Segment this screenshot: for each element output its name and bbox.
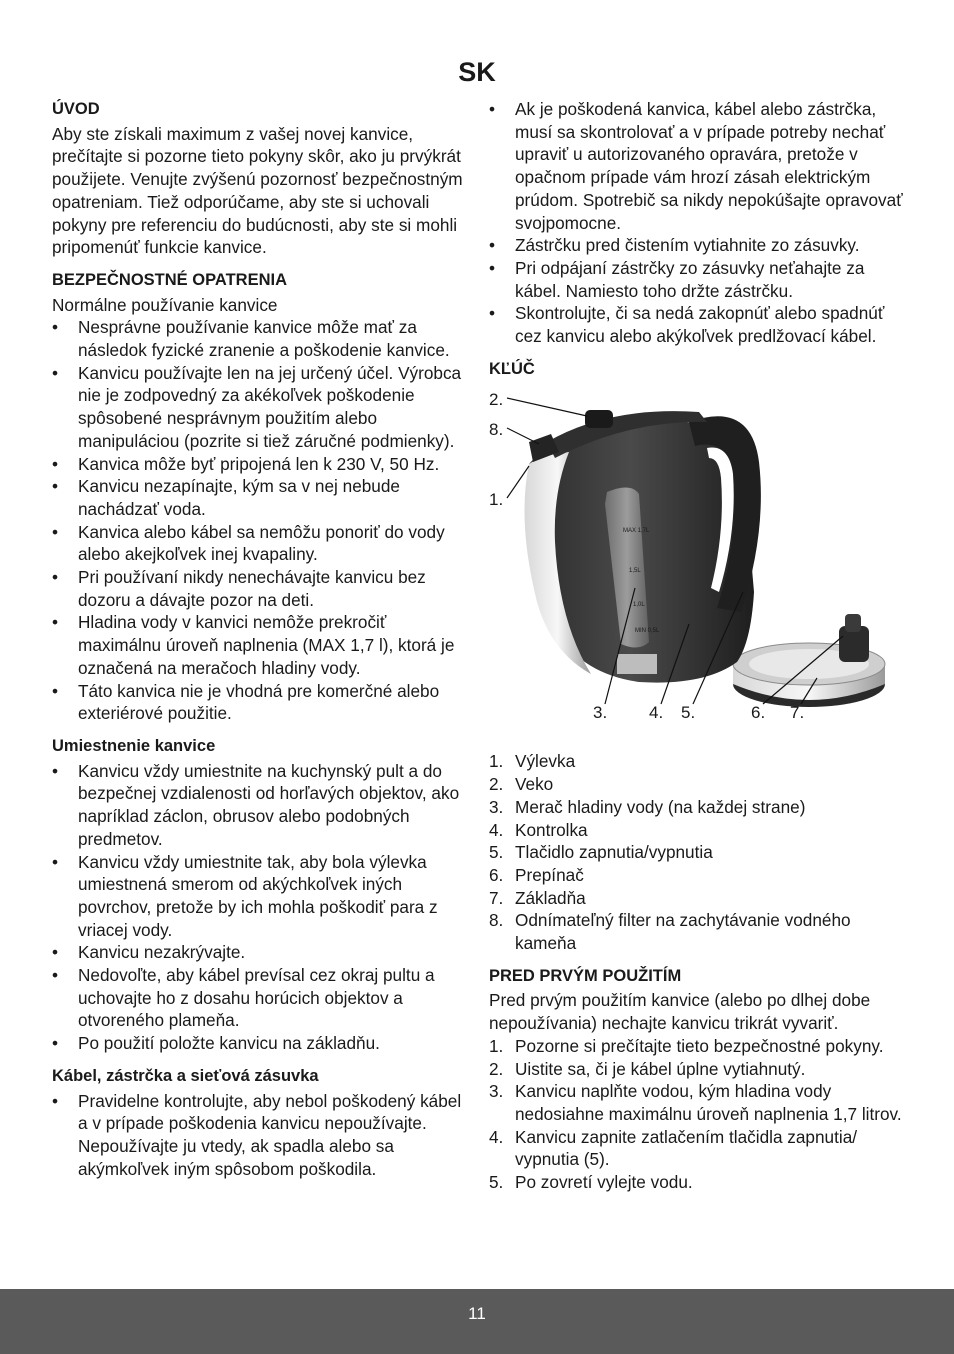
list-item: • Skontrolujte, či sa nedá zakopnúť alebo spadnúť cez kanvicu alebo akýkoľvek predlžovací kábel. xyxy=(489,302,904,347)
key-heading: KĽÚČ xyxy=(489,359,535,378)
callout-1: 1. xyxy=(489,490,504,510)
callout-7: 7. xyxy=(790,703,805,723)
callout-8: 8. xyxy=(489,420,504,440)
list-item: • Nesprávne používanie kanvice môže mať za následok fyzické zranenie a poškodenie kanvice. xyxy=(52,316,464,361)
safety-heading: BEZPEČNOSTNÉ OPATRENIA xyxy=(52,270,287,289)
list-item: • Zástrčku pred čistením vytiahnite zo zásuvky. xyxy=(489,234,904,257)
list-item: • Kanvica alebo kábel sa nemôžu ponoriť do vody alebo akejkoľvek inej kvapaliny. xyxy=(52,521,464,566)
cable-list-continued xyxy=(489,98,904,348)
list-item: • Pravidelne kontrolujte, aby nebol poškodený kábel a v prípade poškodenia kanvicu nepoužívajte. Nepoužívajte ju vtedy, ak spadla alebo sa akýmkoľvek iným spôsobom poškodila. xyxy=(52,1090,464,1181)
gauge-10-label: 1,0L xyxy=(633,602,645,609)
callout-4: 4. xyxy=(649,703,664,723)
list-item: • Táto kanvica nie je vhodná pre komerčné alebo exteriérové použitie. xyxy=(52,680,464,725)
switch-icon xyxy=(845,614,861,632)
list-item: • Kanvica môže byť pripojená len k 230 V, 50 Hz. xyxy=(52,453,464,476)
list-item: 4. Kontrolka xyxy=(489,819,588,840)
list-item: 2. Uistite sa, či je kábel úplne vytiahnutý. xyxy=(489,1058,806,1079)
placement-list xyxy=(52,760,464,1055)
list-item: • Kanvicu používajte len na jej určený účel. Výrobca nie je zodpovedný za akékoľvek poškodenie spôsobené nesprávnym použitím alebo manipuláciou (pozrite si tiež záručné podmienky). xyxy=(52,362,464,453)
language-heading: SK xyxy=(458,57,496,87)
gauge-max-label: MAX 1,7L xyxy=(623,528,650,535)
callout-2: 2. xyxy=(489,390,504,410)
list-item: 5. Tlačidlo zapnutia/vypnutia xyxy=(489,842,713,863)
intro-heading: ÚVOD xyxy=(52,100,100,118)
gauge-min-label: MIN 0,5L xyxy=(635,628,660,635)
lid-button xyxy=(585,410,613,428)
kettle-illustration xyxy=(489,382,904,734)
list-item: • Hladina vody v kanvici nemôže prekročiť maximálnu úroveň naplnenia (MAX 1,7 l), ktorá je označená na meračoch hladiny vody. xyxy=(52,611,464,679)
left-column xyxy=(52,98,464,1180)
list-item: 7. Základňa xyxy=(489,887,586,908)
cable-heading: Kábel, zástrčka a sieťová zásuvka xyxy=(52,1066,319,1085)
list-item: • Kanvicu vždy umiestnite na kuchynský pult a do bezpečnej vzdialenosti od horľavých objektov, ako napríklad záclon, obrusov alebo podobných predmetov. xyxy=(52,760,464,851)
list-item: 1. Výlevka xyxy=(489,751,576,772)
safety-list xyxy=(52,316,464,725)
kettle-diagram xyxy=(489,382,904,734)
callout-5: 5. xyxy=(681,703,696,723)
list-item: • Nedovoľte, aby kábel prevísal cez okraj pultu a uchovajte ho z dosahu horúcich objektov a otvoreného plameňa. xyxy=(52,964,464,1032)
gauge-15-label: 1,5L xyxy=(629,568,641,575)
first-use-heading: PRED PRVÝM POUŽITÍM xyxy=(489,966,682,985)
list-item: 4. Kanvicu zapnite zatlačením tlačidla zapnutia/ vypnutia (5). xyxy=(489,1126,858,1170)
intro-text: Aby ste získali maximum z vašej novej kanvice, prečítajte si pozorne tieto pokyny skôr, ako ju prvýkrát použijete. Venujte zvýšenú pozornosť bezpečnostným opatreniam. Tiež odporúčame, aby ste si uchovali pokyny pre referenciu do budúcnosti, aby ste si mohli pripomenúť funkcie kanvice. xyxy=(52,123,463,258)
first-use-steps xyxy=(489,1035,904,1194)
list-item: 6. Prepínač xyxy=(489,864,584,885)
list-item: 3. Merač hladiny vody (na každej strane) xyxy=(489,796,806,817)
cable-list xyxy=(52,1090,464,1181)
parts-list xyxy=(489,750,904,954)
page-number: 11 xyxy=(468,1304,486,1323)
list-item: 1. Pozorne si prečítajte tieto bezpečnostné pokyny. xyxy=(489,1035,884,1056)
callout-6: 6. xyxy=(751,703,766,723)
brand-plate xyxy=(617,654,657,674)
callout-3: 3. xyxy=(593,703,608,723)
safety-intro: Normálne používanie kanvice xyxy=(52,294,278,315)
list-item: 5. Po zovretí vylejte vodu. xyxy=(489,1172,693,1193)
list-item: 2. Veko xyxy=(489,774,554,795)
placement-heading: Umiestnenie kanvice xyxy=(52,736,216,755)
list-item: • Kanvicu nezapínajte, kým sa v nej nebude nachádzať voda. xyxy=(52,475,464,520)
list-item: 3. Kanvicu naplňte vodou, kým hladina vody nedosiahne maximálnu úroveň naplnenia 1,7 litrov. xyxy=(489,1081,902,1124)
first-use-intro: Pred prvým použitím kanvice (alebo po dlhej dobe nepoužívania) nechajte kanvicu trikrát vyvariť. xyxy=(489,990,871,1034)
right-column xyxy=(489,98,904,1194)
list-item: • Kanvicu vždy umiestnite tak, aby bola výlevka umiestnená smerom od akýchkoľvek iných povrchov, pretože by ich mohla poškodiť para z vriacej vody. xyxy=(52,851,464,942)
list-item: 8. Odnímateľný filter na zachytávanie vodného kameňa xyxy=(489,910,851,954)
list-item: • Ak je poškodená kanvica, kábel alebo zástrčka, musí sa skontrolovať a v prípade potreby nechať upraviť u autorizovaného opravára, pretože v opačnom prípade vám hrozí zásah elektrickým prúdom. Spotrebič sa nikdy nepokúšajte opravovať svojpomocne. xyxy=(489,98,904,234)
list-item: • Po použití položte kanvicu na základňu. xyxy=(52,1032,464,1055)
list-item: • Pri používaní nikdy nenechávajte kanvicu bez dozoru a dávajte pozor na deti. xyxy=(52,566,464,611)
list-item: • Pri odpájaní zástrčky zo zásuvky neťahajte za kábel. Namiesto toho držte zástrčku. xyxy=(489,257,904,302)
list-item: • Kanvicu nezakrývajte. xyxy=(52,941,464,964)
